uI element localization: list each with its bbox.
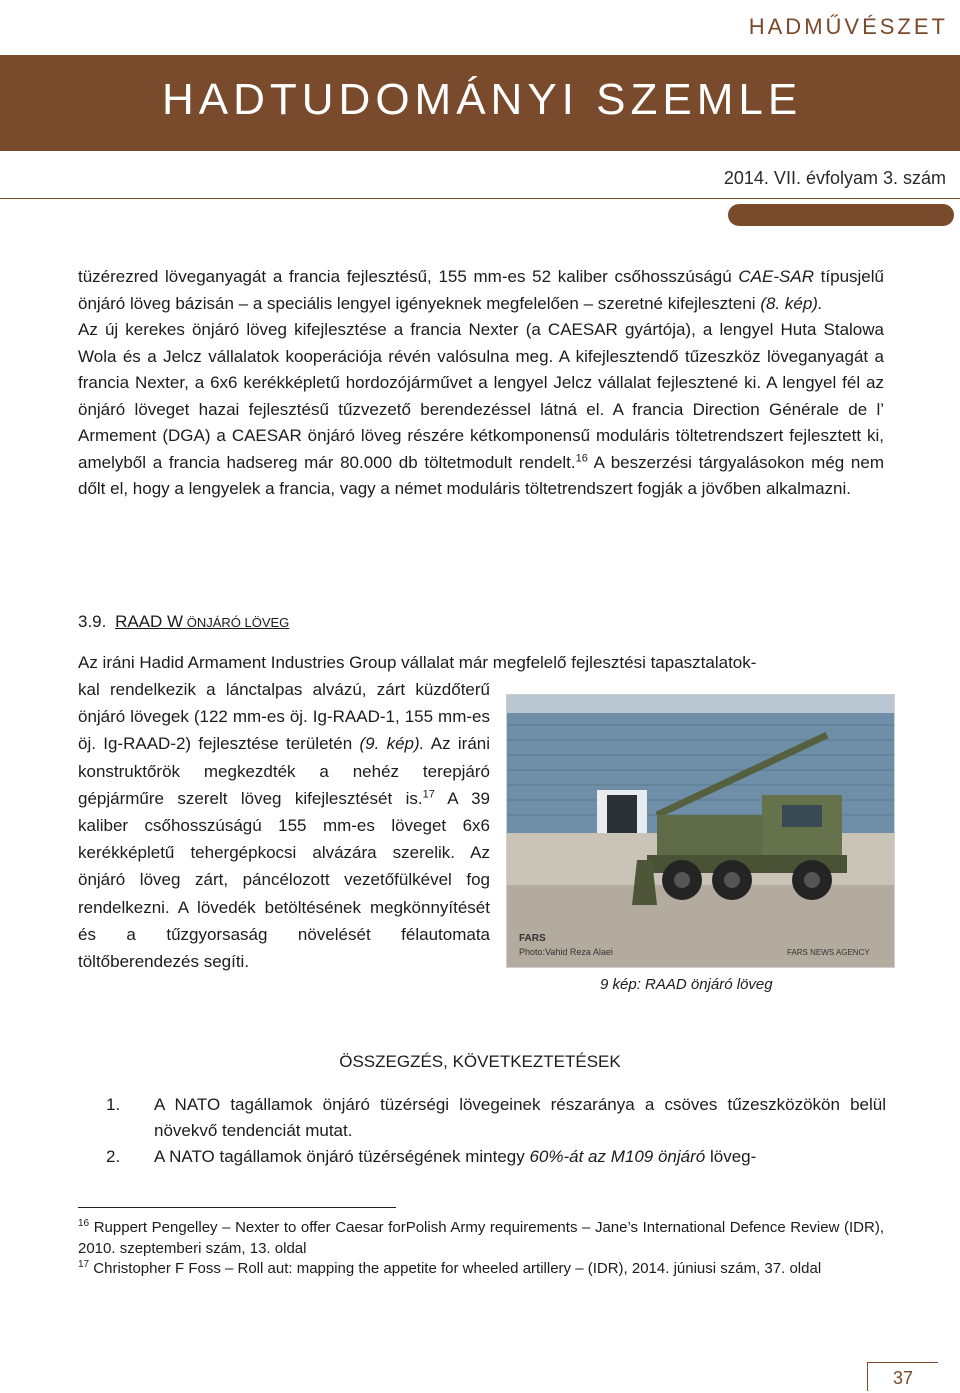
summary-item-2-italic: 60%-át az M109 önjáró — [529, 1147, 706, 1166]
journal-title: HADTUDOMÁNYI SZEMLE — [162, 75, 803, 124]
raad-howitzer-image — [507, 695, 894, 967]
footnote-17-text: Christopher F Foss – Roll aut: mapping the appetite for wheeled artillery – (IDR), 2014. júniusi szám, 37. oldal — [93, 1260, 822, 1277]
p1-text-4: A beszerzési tárgyalásokon még nem dőlt el, hogy a lengyelek a francia, vagy a német moduláris töltetrendszert fogják a jövőben alkalmazni. — [78, 452, 884, 498]
footnote-16 — [78, 1218, 884, 1259]
summary-item-2-number: 2. — [106, 1147, 121, 1166]
header-rule-dot — [736, 206, 754, 224]
section-title-b: ÖNJÁRÓ LÖVEG — [186, 615, 290, 630]
summary-item-2 — [106, 1144, 886, 1170]
header-rule — [0, 198, 960, 199]
summary-item-1 — [106, 1092, 886, 1144]
header-rule-bar — [728, 204, 954, 226]
footnotes — [78, 1218, 884, 1280]
issue-line: 2014. VII. évfolyam 3. szám — [723, 168, 946, 188]
p2-text-2: Az iráni konstruktőrök megkezdték a nehéz terepjáró gépjárműre szerelt löveg kifejlesztését is. — [78, 734, 491, 808]
p1-text-3: Az új kerekes önjáró löveg kifejlesztése a francia Nexter (a CAESAR gyártója), a lengyel Huta Stalowa Wola és a Jelcz vállalatok kooperációja révén valósulna meg. A kifejlesztendő tűzeszköz löveganyagát a francia Nexter, a 6x6 kerékképletű hordozójárművet a lengyel Jelcz vállalat fejlesztené ki. A lengyel fél az önjáró löveget hazai fejlesztésű tűzvezető berendezéssel látná el. A francia Direction Générale de l’ Armement (DGA) a CAESAR önjáró löveg részére kétkomponensű moduláris töltetrendszert fejlesztett ki, amelyből a francia hadsereg már 80.000 db töltetmodult rendelt. — [78, 320, 884, 472]
p2-text-1: kal rendelkezik a lánctalpas alvázú, zárt küzdőterű önjáró lövegek (122 mm-es öj. Ig-RAAD-1, 155 mm-es öj. Ig-RAAD-2) fejlesztése területén — [78, 680, 490, 754]
photo-watermark: FARS — [519, 933, 546, 944]
p1-text-1: tüzérezred löveganyagát a francia fejlesztésű, 155 mm-es 52 kaliber csőhosszúságú — [78, 267, 739, 286]
section-heading — [78, 612, 289, 632]
p1-text-2: típusjelű önjáró löveg bázisán – a speciális lengyel igényeknek megfelelően – szeretné kifejleszteni — [78, 267, 884, 313]
paragraph-raad-first-line: Az iráni Hadid Armament Industries Group vállalat már megfelelő fejlesztési tapasztalatok- — [78, 653, 757, 672]
summary-item-1-number: 1. — [106, 1095, 121, 1114]
footnote-ref-16[interactable]: 16 — [575, 451, 588, 464]
section-label: HADMŰVÉSZET — [748, 14, 948, 39]
figure-caption: 9 kép: RAAD önjáró löveg — [600, 976, 773, 993]
paragraph-raad-column — [78, 676, 490, 975]
p1-figure-ref: (8. kép). — [760, 293, 823, 313]
footnote-17 — [78, 1259, 884, 1280]
summary-heading: ÖSSZEGZÉS, KÖVETKEZTETÉSEK — [339, 1052, 621, 1071]
footnote-16-number: 16 — [78, 1218, 90, 1229]
footnote-16-text: Ruppert Pengelley – Nexter to offer Caesar forPolish Army requirements – Jane’s International Defence Review (IDR), 2010. szeptemberi szám, 13. oldal — [78, 1219, 885, 1257]
summary-item-2-text-b: löveg- — [705, 1147, 757, 1166]
photo-agency: FARS NEWS AGENCY — [787, 948, 870, 957]
raad-photo — [506, 694, 895, 968]
p2-figure-ref: (9. kép). — [359, 734, 425, 754]
p1-italic-caesar: CAE-SAR — [738, 267, 814, 286]
section-number: 3.9. — [78, 612, 107, 631]
summary-item-1-text: A NATO tagállamok önjáró tüzérségi lövegeinek részaránya a csöves tűzeszközökön belül növekvő tendenciát mutat. — [154, 1095, 886, 1140]
photo-credit: Photo:Vahid Reza Alaei — [519, 947, 613, 957]
page-number: 37 — [867, 1362, 938, 1391]
footnote-ref-17[interactable]: 17 — [422, 788, 435, 801]
footnote-separator — [78, 1207, 396, 1208]
p2-text-3: A 39 kaliber csőhosszúságú 155 mm-es löveget 6x6 kerékképletű tehergépkocsi alvázára szerelik. Az önjáró löveg zárt, páncélozott vezetőfülkével fog rendelkezni. A lövedék betöltésének megkönnyítését és a tűzgyorsaság növelését félautomata töltőberendezés segíti. — [78, 788, 490, 972]
paragraph-caesar — [78, 264, 884, 503]
footnote-17-number: 17 — [78, 1259, 90, 1270]
section-title-a: RAAD W — [115, 612, 184, 631]
summary-item-2-text-a: A NATO tagállamok önjáró tüzérségének mintegy — [154, 1147, 530, 1166]
